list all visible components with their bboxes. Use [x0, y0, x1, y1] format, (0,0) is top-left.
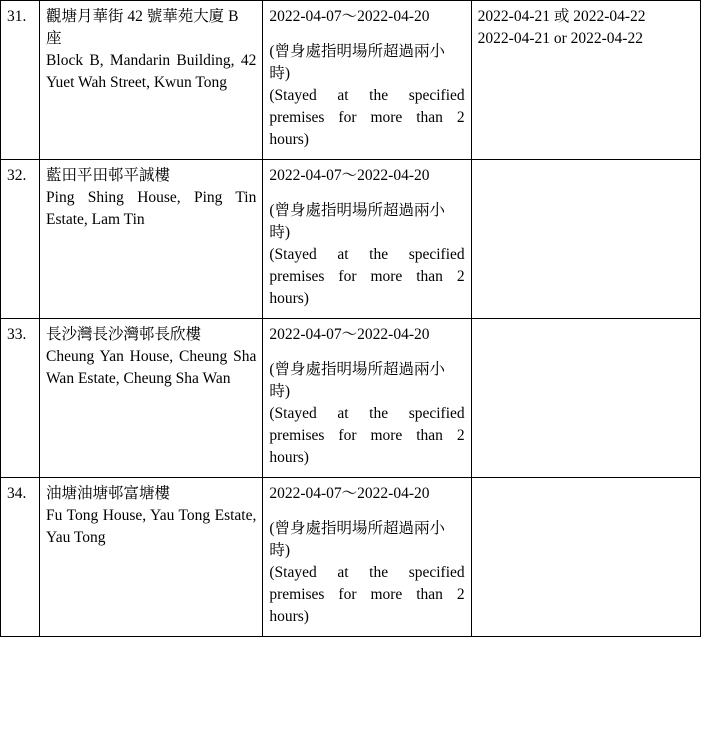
- premises-name-en: Ping Shing House, Ping Tin Estate, Lam Tin: [46, 189, 257, 228]
- period-range: 2022-04-07～2022-04-20: [269, 485, 430, 502]
- premises-name-zh: 藍田平田邨平誠樓: [46, 167, 171, 184]
- test-dates-zh: 2022-04-21 或 2022-04-22: [477, 8, 646, 25]
- premises-name-zh: 長沙灣長沙灣邨長欣樓: [46, 326, 202, 343]
- row-number-cell: [1, 160, 40, 319]
- premises-cell: [40, 319, 263, 478]
- spacer: [269, 505, 464, 518]
- premises-cell: [40, 478, 263, 637]
- period-cell: [263, 478, 471, 637]
- period-note-en: (Stayed at the specified premises for more than 2 hours): [269, 564, 465, 625]
- row-number-cell: [1, 319, 40, 478]
- period-cell: [263, 160, 471, 319]
- test-dates-cell: [471, 1, 700, 160]
- table-row: [1, 478, 701, 637]
- row-number: 33.: [7, 326, 27, 343]
- premises-cell: [40, 160, 263, 319]
- period-note-en: (Stayed at the specified premises for more than 2 hours): [269, 405, 465, 466]
- period-range: 2022-04-07～2022-04-20: [269, 8, 430, 25]
- period-note-zh: (曾身處指明場所超過兩小時): [269, 520, 446, 559]
- period-range: 2022-04-07～2022-04-20: [269, 326, 430, 343]
- premises-name-en: Fu Tong House, Yau Tong Estate, Yau Tong: [46, 507, 257, 546]
- premises-cell: [40, 1, 263, 160]
- table-row: [1, 160, 701, 319]
- period-cell: [263, 319, 471, 478]
- row-number-cell: [1, 1, 40, 160]
- test-dates-cell: [471, 319, 700, 478]
- period-range: 2022-04-07～2022-04-20: [269, 167, 430, 184]
- period-cell: [263, 1, 471, 160]
- premises-name-zh: 觀塘月華街 42 號華苑大廈 B 座: [46, 8, 239, 47]
- premises-name-en: Block B, Mandarin Building, 42 Yuet Wah Street, Kwun Tong: [46, 52, 257, 91]
- spacer: [269, 187, 464, 200]
- table-row: [1, 319, 701, 478]
- period-note-en: (Stayed at the specified premises for more than 2 hours): [269, 87, 465, 148]
- row-number: 31.: [7, 8, 27, 25]
- period-note-zh: (曾身處指明場所超過兩小時): [269, 43, 446, 82]
- row-number: 34.: [7, 485, 27, 502]
- test-dates-cell: [471, 160, 700, 319]
- row-number: 32.: [7, 167, 27, 184]
- test-dates-cell: [471, 478, 700, 637]
- row-number-cell: [1, 478, 40, 637]
- spacer: [269, 28, 464, 41]
- premises-name-zh: 油塘油塘邨富塘樓: [46, 485, 171, 502]
- table-row: [1, 1, 701, 160]
- period-note-zh: (曾身處指明場所超過兩小時): [269, 202, 446, 241]
- period-note-zh: (曾身處指明場所超過兩小時): [269, 361, 446, 400]
- test-dates-en: 2022-04-21 or 2022-04-22: [477, 30, 643, 47]
- spacer: [269, 346, 464, 359]
- premises-name-en: Cheung Yan House, Cheung Sha Wan Estate, Cheung Sha Wan: [46, 348, 257, 387]
- period-note-en: (Stayed at the specified premises for more than 2 hours): [269, 246, 465, 307]
